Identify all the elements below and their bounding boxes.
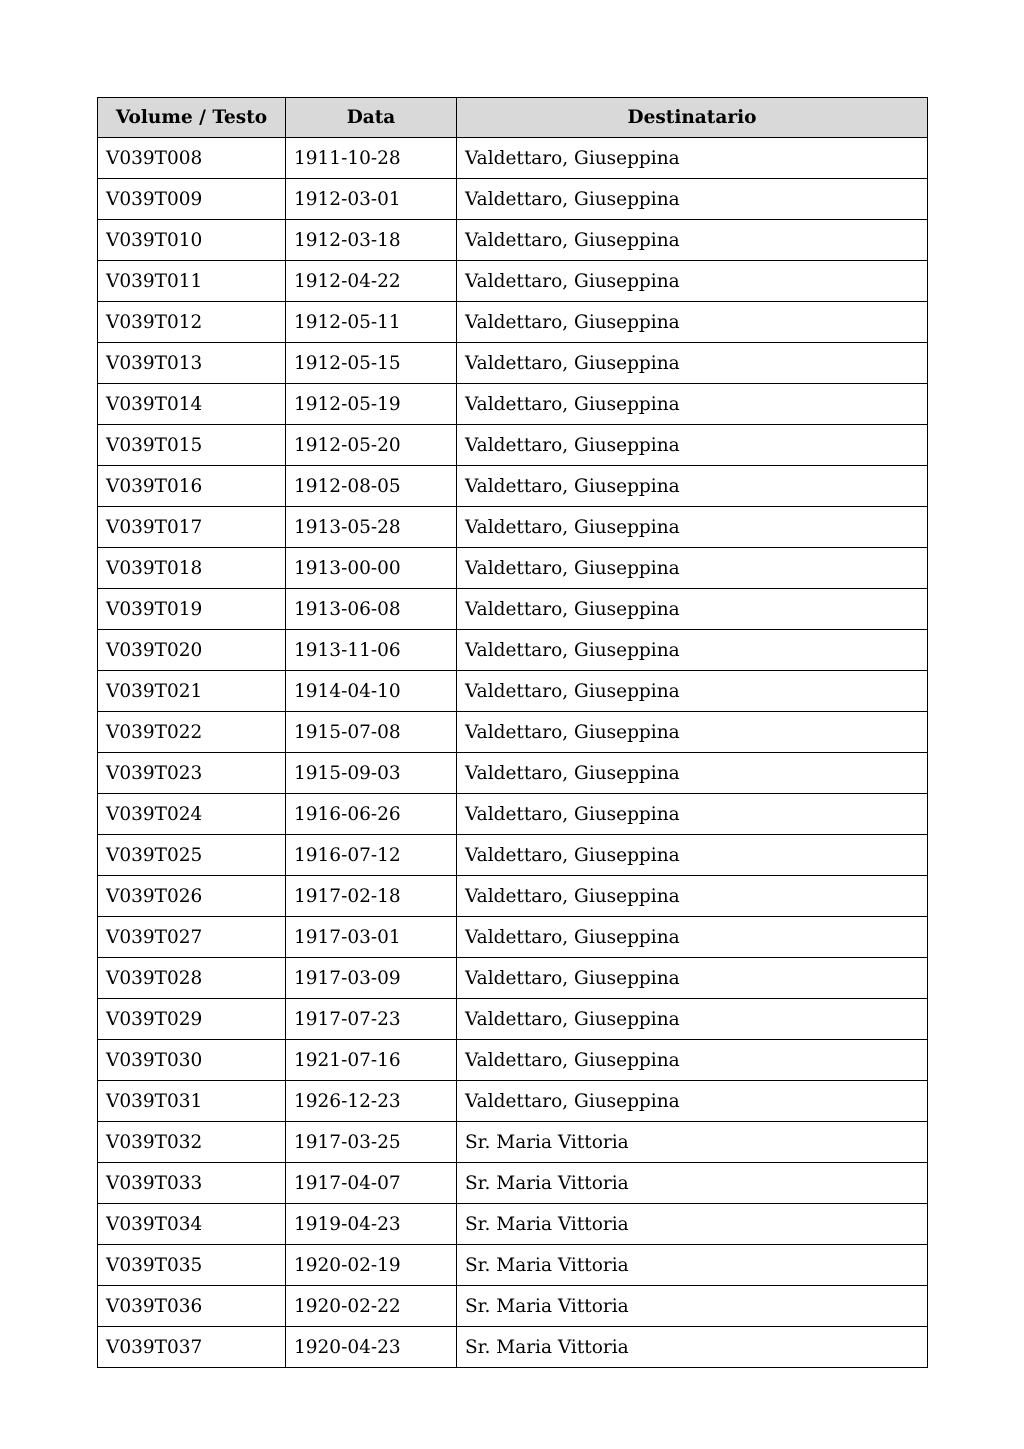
- cell-data: 1920-04-23: [286, 1327, 457, 1368]
- cell-volume-testo: V039T018: [98, 548, 286, 589]
- cell-destinatario: Valdettaro, Giuseppina: [457, 384, 928, 425]
- cell-destinatario: Valdettaro, Giuseppina: [457, 1081, 928, 1122]
- header-data: Data: [286, 98, 457, 138]
- cell-destinatario: Valdettaro, Giuseppina: [457, 712, 928, 753]
- cell-destinatario: Sr. Maria Vittoria: [457, 1286, 928, 1327]
- cell-volume-testo: V039T035: [98, 1245, 286, 1286]
- table-header: [98, 98, 928, 138]
- cell-volume-testo: V039T026: [98, 876, 286, 917]
- cell-destinatario: Valdettaro, Giuseppina: [457, 630, 928, 671]
- cell-volume-testo: V039T020: [98, 630, 286, 671]
- cell-volume-testo: V039T012: [98, 302, 286, 343]
- cell-data: 1912-05-15: [286, 343, 457, 384]
- table-row: [98, 302, 928, 343]
- table-row: [98, 1286, 928, 1327]
- table-row: [98, 343, 928, 384]
- cell-destinatario: Valdettaro, Giuseppina: [457, 917, 928, 958]
- table-row: [98, 466, 928, 507]
- cell-data: 1913-06-08: [286, 589, 457, 630]
- table-row: [98, 958, 928, 999]
- table-row: [98, 1163, 928, 1204]
- cell-destinatario: Sr. Maria Vittoria: [457, 1245, 928, 1286]
- cell-destinatario: Valdettaro, Giuseppina: [457, 507, 928, 548]
- cell-destinatario: Valdettaro, Giuseppina: [457, 671, 928, 712]
- cell-data: 1912-05-20: [286, 425, 457, 466]
- cell-volume-testo: V039T024: [98, 794, 286, 835]
- cell-data: 1920-02-19: [286, 1245, 457, 1286]
- table-row: [98, 999, 928, 1040]
- cell-data: 1913-05-28: [286, 507, 457, 548]
- letters-table: [97, 97, 928, 1368]
- cell-volume-testo: V039T021: [98, 671, 286, 712]
- header-destinatario: Destinatario: [457, 98, 928, 138]
- cell-destinatario: Valdettaro, Giuseppina: [457, 753, 928, 794]
- cell-destinatario: Valdettaro, Giuseppina: [457, 343, 928, 384]
- cell-data: 1912-05-19: [286, 384, 457, 425]
- header-volume-testo: Volume / Testo: [98, 98, 286, 138]
- cell-destinatario: Valdettaro, Giuseppina: [457, 302, 928, 343]
- table-row: [98, 1204, 928, 1245]
- table-row: [98, 384, 928, 425]
- cell-volume-testo: V039T019: [98, 589, 286, 630]
- cell-data: 1912-05-11: [286, 302, 457, 343]
- cell-destinatario: Valdettaro, Giuseppina: [457, 138, 928, 179]
- table-row: [98, 1040, 928, 1081]
- table-row: [98, 1122, 928, 1163]
- cell-data: 1916-07-12: [286, 835, 457, 876]
- cell-volume-testo: V039T028: [98, 958, 286, 999]
- cell-destinatario: Valdettaro, Giuseppina: [457, 794, 928, 835]
- cell-destinatario: Valdettaro, Giuseppina: [457, 179, 928, 220]
- cell-data: 1917-02-18: [286, 876, 457, 917]
- cell-data: 1917-03-25: [286, 1122, 457, 1163]
- cell-volume-testo: V039T027: [98, 917, 286, 958]
- table-row: [98, 220, 928, 261]
- cell-data: 1912-03-01: [286, 179, 457, 220]
- cell-data: 1917-03-01: [286, 917, 457, 958]
- cell-data: 1913-11-06: [286, 630, 457, 671]
- table-row: [98, 794, 928, 835]
- table-row: [98, 876, 928, 917]
- cell-volume-testo: V039T023: [98, 753, 286, 794]
- table-row: [98, 589, 928, 630]
- cell-destinatario: Valdettaro, Giuseppina: [457, 466, 928, 507]
- cell-data: 1926-12-23: [286, 1081, 457, 1122]
- cell-destinatario: Valdettaro, Giuseppina: [457, 999, 928, 1040]
- cell-volume-testo: V039T036: [98, 1286, 286, 1327]
- table-row: [98, 425, 928, 466]
- cell-volume-testo: V039T013: [98, 343, 286, 384]
- cell-destinatario: Valdettaro, Giuseppina: [457, 876, 928, 917]
- table-body: [98, 138, 928, 1368]
- cell-data: 1915-09-03: [286, 753, 457, 794]
- table-row: [98, 671, 928, 712]
- cell-volume-testo: V039T014: [98, 384, 286, 425]
- table-row: [98, 1245, 928, 1286]
- cell-volume-testo: V039T022: [98, 712, 286, 753]
- table-row: [98, 712, 928, 753]
- cell-data: 1917-04-07: [286, 1163, 457, 1204]
- cell-data: 1915-07-08: [286, 712, 457, 753]
- cell-destinatario: Valdettaro, Giuseppina: [457, 425, 928, 466]
- header-row: [98, 98, 928, 138]
- cell-data: 1920-02-22: [286, 1286, 457, 1327]
- cell-destinatario: Sr. Maria Vittoria: [457, 1327, 928, 1368]
- cell-destinatario: Sr. Maria Vittoria: [457, 1163, 928, 1204]
- cell-destinatario: Valdettaro, Giuseppina: [457, 261, 928, 302]
- table-row: [98, 753, 928, 794]
- cell-volume-testo: V039T034: [98, 1204, 286, 1245]
- table-row: [98, 179, 928, 220]
- cell-destinatario: Valdettaro, Giuseppina: [457, 589, 928, 630]
- cell-data: 1911-10-28: [286, 138, 457, 179]
- table-row: [98, 1327, 928, 1368]
- cell-volume-testo: V039T009: [98, 179, 286, 220]
- cell-data: 1917-07-23: [286, 999, 457, 1040]
- cell-data: 1914-04-10: [286, 671, 457, 712]
- cell-destinatario: Valdettaro, Giuseppina: [457, 835, 928, 876]
- cell-volume-testo: V039T008: [98, 138, 286, 179]
- cell-data: 1912-08-05: [286, 466, 457, 507]
- table-row: [98, 630, 928, 671]
- cell-volume-testo: V039T037: [98, 1327, 286, 1368]
- cell-data: 1912-04-22: [286, 261, 457, 302]
- cell-volume-testo: V039T031: [98, 1081, 286, 1122]
- cell-volume-testo: V039T029: [98, 999, 286, 1040]
- cell-volume-testo: V039T025: [98, 835, 286, 876]
- cell-volume-testo: V039T011: [98, 261, 286, 302]
- table-row: [98, 507, 928, 548]
- table-row: [98, 138, 928, 179]
- cell-destinatario: Valdettaro, Giuseppina: [457, 548, 928, 589]
- cell-data: 1919-04-23: [286, 1204, 457, 1245]
- table-row: [98, 835, 928, 876]
- cell-volume-testo: V039T032: [98, 1122, 286, 1163]
- table-row: [98, 917, 928, 958]
- cell-volume-testo: V039T016: [98, 466, 286, 507]
- cell-data: 1921-07-16: [286, 1040, 457, 1081]
- cell-data: 1916-06-26: [286, 794, 457, 835]
- cell-volume-testo: V039T015: [98, 425, 286, 466]
- cell-volume-testo: V039T030: [98, 1040, 286, 1081]
- cell-data: 1913-00-00: [286, 548, 457, 589]
- cell-destinatario: Valdettaro, Giuseppina: [457, 958, 928, 999]
- cell-destinatario: Sr. Maria Vittoria: [457, 1122, 928, 1163]
- cell-destinatario: Valdettaro, Giuseppina: [457, 220, 928, 261]
- cell-destinatario: Valdettaro, Giuseppina: [457, 1040, 928, 1081]
- cell-volume-testo: V039T033: [98, 1163, 286, 1204]
- table-row: [98, 261, 928, 302]
- cell-volume-testo: V039T017: [98, 507, 286, 548]
- cell-volume-testo: V039T010: [98, 220, 286, 261]
- table-row: [98, 1081, 928, 1122]
- cell-data: 1917-03-09: [286, 958, 457, 999]
- cell-destinatario: Sr. Maria Vittoria: [457, 1204, 928, 1245]
- cell-data: 1912-03-18: [286, 220, 457, 261]
- table-container: [97, 97, 927, 1358]
- table-row: [98, 548, 928, 589]
